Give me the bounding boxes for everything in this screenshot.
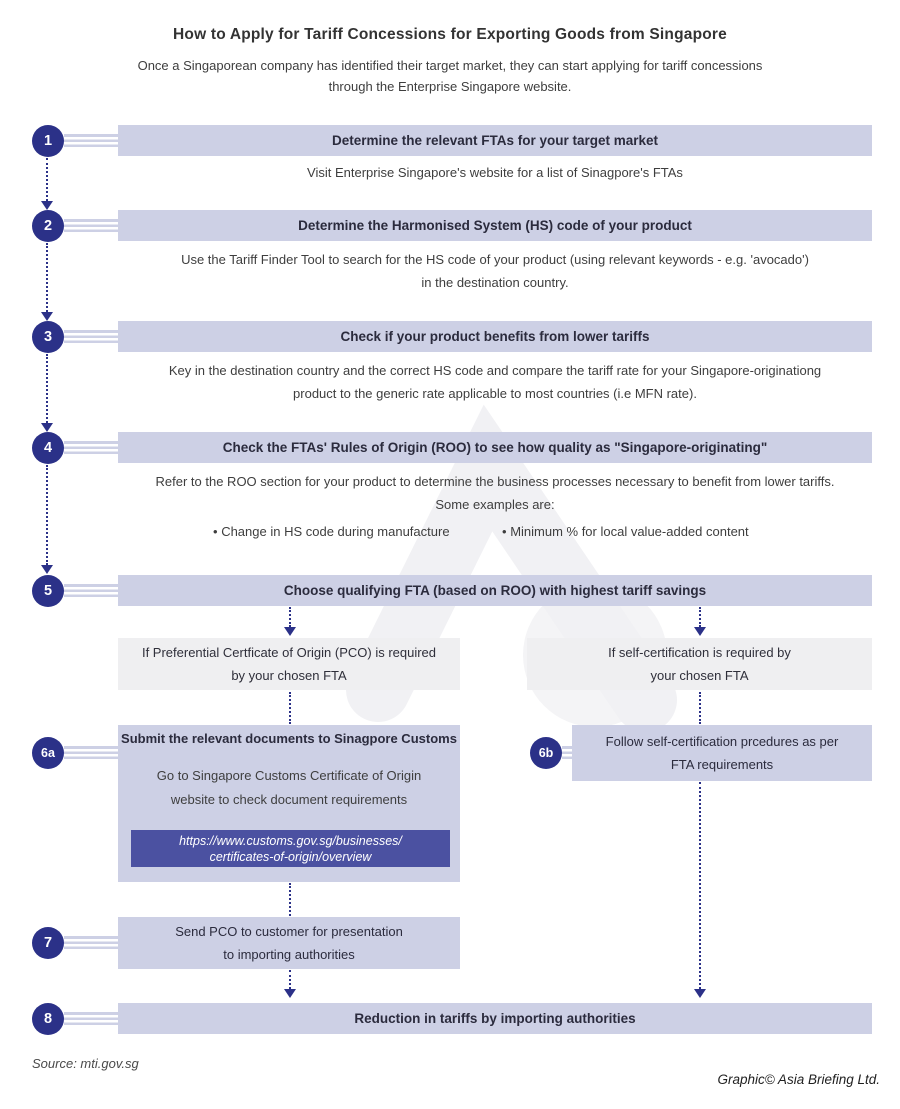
dotted-connector-5-left: [289, 607, 291, 627]
step-6a-description-line2: website to check document requirements: [170, 792, 408, 807]
arrow-down-icon: [284, 989, 296, 998]
step-3-connector: [64, 330, 118, 343]
step-2-badge: [32, 210, 64, 242]
step-2-description-line2: in the destination country.: [421, 275, 569, 290]
bullet-2-label: Minimum % for local value-added content: [510, 524, 749, 539]
dotted-connector-2-3: [46, 243, 48, 312]
step-1-connector: [64, 134, 118, 147]
step-7-number: 7: [43, 935, 53, 951]
arrow-down-icon: [41, 423, 53, 432]
step-2-description: [118, 248, 872, 294]
step-1-description: Visit Enterprise Singapore's website for a list of Sinagpore's FTAs: [307, 165, 683, 180]
step-6a-title: Submit the relevant documents to Sinagpore Customs: [121, 731, 457, 746]
dotted-connector-pco-6a: [289, 692, 291, 724]
arrow-down-icon: [694, 627, 706, 636]
step-6b-line2: FTA requirements: [670, 757, 774, 772]
step-6b-badge: [530, 737, 562, 769]
dotted-connector-selfcert-6b: [699, 692, 701, 724]
step-6a-connector: [64, 746, 118, 759]
dotted-connector-6b-8: [699, 782, 701, 989]
step-4-bar: Check the FTAs' Rules of Origin (ROO) to see how quality as "Singapore-originating": [118, 432, 872, 463]
customs-url-panel: [131, 830, 450, 867]
step-6b-connector: [562, 746, 572, 759]
step-6a-badge: [32, 737, 64, 769]
step-7-line1: Send PCO to customer for presentation: [175, 924, 403, 939]
step-7-box: [118, 917, 460, 969]
step-5-connector: [64, 584, 118, 597]
step-6b-line1: Follow self-certification prcedures as per: [605, 734, 839, 749]
dotted-connector-6a-7: [289, 883, 291, 916]
condition-box-self-cert: [527, 638, 872, 690]
step-2-connector: [64, 219, 118, 232]
step-2-bar: Determine the Harmonised System (HS) code of your product: [118, 210, 872, 241]
condition-self-cert-line2: your chosen FTA: [650, 668, 749, 683]
step-8-bar: Reduction in tariffs by importing authorities: [118, 1003, 872, 1034]
condition-box-pco: [118, 638, 460, 690]
step-4-description: [118, 470, 872, 516]
customs-url-line2: certificates-of-origin/overview: [209, 849, 372, 864]
step-6b-number: 6b: [538, 746, 554, 760]
step-3-description-line2: product to the generic rate applicable to most countries (i.e MFN rate).: [293, 386, 697, 401]
arrow-down-icon: [41, 312, 53, 321]
step-1-bar: Determine the relevant FTAs for your target market: [118, 125, 872, 156]
step-6a-number: 6a: [41, 746, 55, 760]
step-3-description-line1: Key in the destination country and the correct HS code and compare the tariff rate for your Singapore-originationg: [168, 363, 822, 378]
source-credit: Source: mti.gov.sg: [32, 1056, 139, 1071]
page-title: How to Apply for Tariff Concessions for Exporting Goods from Singapore: [173, 26, 727, 43]
step-3-number: 3: [43, 329, 53, 345]
step-6a-description-line1: Go to Singapore Customs Certificate of Origin: [156, 768, 422, 783]
dotted-connector-1-2: [46, 158, 48, 201]
step-5-bar: Choose qualifying FTA (based on ROO) with highest tariff savings: [118, 575, 872, 606]
arrow-down-icon: [41, 201, 53, 210]
step-5-badge: [32, 575, 64, 607]
step-7-connector: [64, 936, 118, 949]
step-7-badge: [32, 927, 64, 959]
arrow-down-icon: [284, 627, 296, 636]
bullet-icon: •: [502, 524, 507, 539]
step-8-number: 8: [43, 1011, 53, 1027]
step-4-description-line1: Refer to the ROO section for your product to determine the business processes necessary to benefit from lower tariffs.: [155, 474, 835, 489]
page-subtitle-line1: Once a Singaporean company has identified their target market, they can start applying for tariff concessions: [137, 58, 763, 73]
step-8-connector: [64, 1012, 118, 1025]
step-2-description-line1: Use the Tariff Finder Tool to search for the HS code of your product (using relevant keywords - e.g. 'avocado'): [181, 252, 809, 267]
step-1-number: 1: [43, 133, 53, 149]
condition-pco-line1: If Preferential Certficate of Origin (PCO) is required: [141, 645, 437, 660]
bullet-item-1: [213, 524, 450, 539]
step-5-number: 5: [43, 583, 53, 599]
bullet-1-label: Change in HS code during manufacture: [221, 524, 450, 539]
step-2-number: 2: [43, 218, 53, 234]
dotted-connector-7-8: [289, 970, 291, 989]
condition-pco-line2: by your chosen FTA: [231, 668, 347, 683]
step-3-bar: Check if your product benefits from lower tariffs: [118, 321, 872, 352]
condition-self-cert-line1: If self-certification is required by: [608, 645, 791, 660]
arrow-down-icon: [41, 565, 53, 574]
step-4-badge: [32, 432, 64, 464]
step-6b-box: [572, 725, 872, 781]
arrow-down-icon: [694, 989, 706, 998]
bullet-item-2: [502, 524, 749, 539]
step-4-description-line2: Some examples are:: [435, 497, 555, 512]
step-4-number: 4: [43, 440, 53, 456]
dotted-connector-5-right: [699, 607, 701, 627]
page-subtitle-line2: through the Enterprise Singapore website.: [328, 79, 572, 94]
graphic-credit: Graphic© Asia Briefing Ltd.: [717, 1072, 880, 1087]
step-4-connector: [64, 441, 118, 454]
dotted-connector-3-4: [46, 354, 48, 423]
step-3-description: [118, 359, 872, 405]
step-1-badge: [32, 125, 64, 157]
step-8-badge: [32, 1003, 64, 1035]
step-3-badge: [32, 321, 64, 353]
bullet-icon: •: [213, 524, 218, 539]
step-7-line2: to importing authorities: [223, 947, 355, 962]
customs-url-line1: https://www.customs.gov.sg/businesses/: [179, 833, 402, 848]
dotted-connector-4-5: [46, 465, 48, 565]
